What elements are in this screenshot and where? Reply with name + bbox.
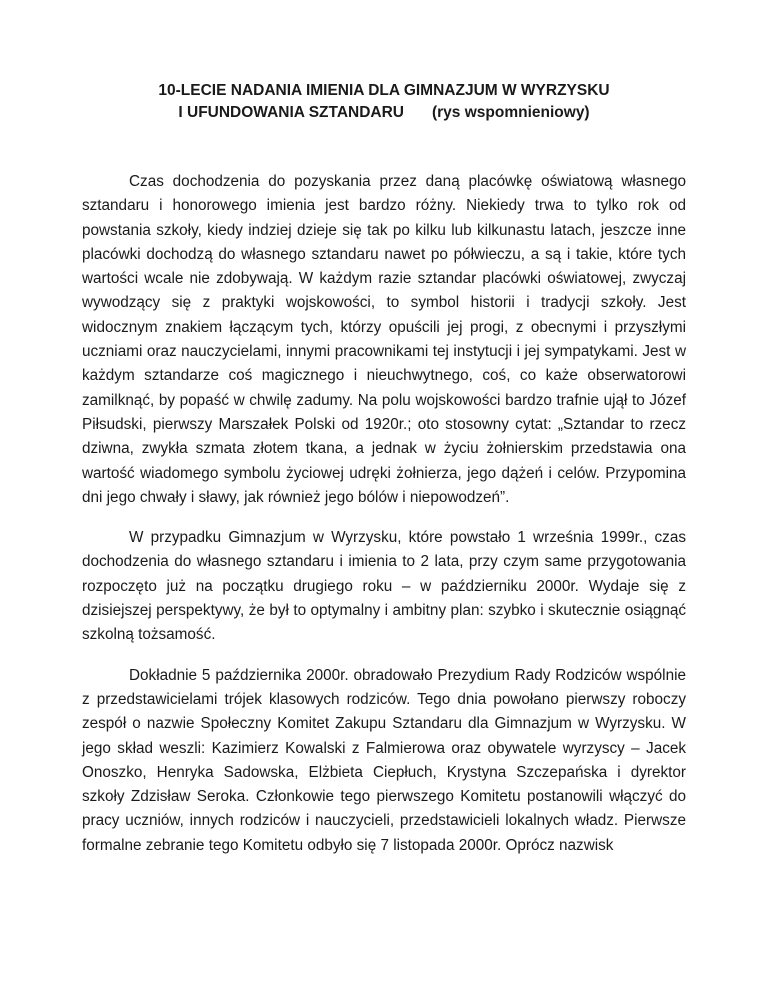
document-page bbox=[82, 80, 686, 858]
title-line-1: 10-LECIE NADANIA IMIENIA DLA GIMNAZJUM W WYRZYSKU bbox=[158, 82, 610, 99]
paragraph-2: W przypadku Gimnazjum w Wyrzysku, które powstało 1 września 1999r., czas dochodzenia do własnego sztandaru i imienia to 2 lata, przy czym same przygotowania rozpoczęto już na początku drugiego roku – w październiku 2000r. Wydaje się z dzisiejszej perspektywy, że był to optymalny i ambitny plan: szybko i skutecznie osiągnąć szkolną tożsamość. bbox=[82, 529, 686, 644]
title-note: (rys wspomnieniowy) bbox=[431, 104, 590, 121]
title-line-2 bbox=[82, 102, 686, 124]
title-main: I UFUNDOWANIA SZTANDARU bbox=[178, 104, 404, 121]
document-title bbox=[82, 80, 686, 124]
paragraph-1: Czas dochodzenia do pozyskania przez daną placówkę oświatową własnego sztandaru i honorowego imienia jest bardzo różny. Niekiedy trwa to tylko rok od powstania szkoły, kiedy indziej dzieje się tak po kilku lub kilkunastu latach, jeszcze inne placówki dochodzą do własnego sztandaru nawet po półwieczu, a są i takie, które tych wartości wcale nie zdobywają. W każdym razie sztandar placówki oświatowej, zwyczaj wywodzący się z praktyki wojskowości, to symbol historii i tradycji szkoły. Jest widocznym znakiem łączącym tych, którzy opuścili jej progi, z obecnymi i przyszłymi uczniami oraz nauczycielami, innymi pracownikami tej instytucji i jej sympatykami. Jest w każdym sztandarze coś magicznego i nieuchwytnego, coś, co każe obserwatorowi zamilknąć, by popaść w chwilę zadumy. Na polu wojskowości bardzo trafnie ujął to Józef Piłsudski, pierwszy Marszałek Polski od 1920r.; oto stosowny cytat: „Sztandar to rzecz dziwna, zwykła szmata złotem tkana, a jednak w życiu żołnierskim przedstawia ona wartość wiadomego symbolu życiowej udręki żołnierza, jego dążeń i celów. Przypomina dni jego chwały i sławy, jak również jego bólów i niepowodzeń”. bbox=[82, 173, 686, 506]
paragraph-3: Dokładnie 5 października 2000r. obradowało Prezydium Rady Rodziców wspólnie z przedstawicielami trójek klasowych rodziców. Tego dnia powołano pierwszy roboczy zespół o nazwie Społeczny Komitet Zakupu Sztandaru dla Gimnazjum w Wyrzysku. W jego skład weszli: Kazimierz Kowalski z Falmierowa oraz obywatele wyrzyscy – Jacek Onoszko, Henryka Sadowska, Elżbieta Ciepłuch, Krystyna Szczepańska i dyrektor szkoły Zdzisław Seroka. Członkowie tego pierwszego Komitetu postanowili włączyć do pracy uczniów, innych rodziców i nauczycieli, przedstawicieli lokalnych władz. Pierwsze formalne zebranie tego Komitetu odbyło się 7 listopada 2000r. Oprócz nazwisk bbox=[82, 666, 686, 854]
